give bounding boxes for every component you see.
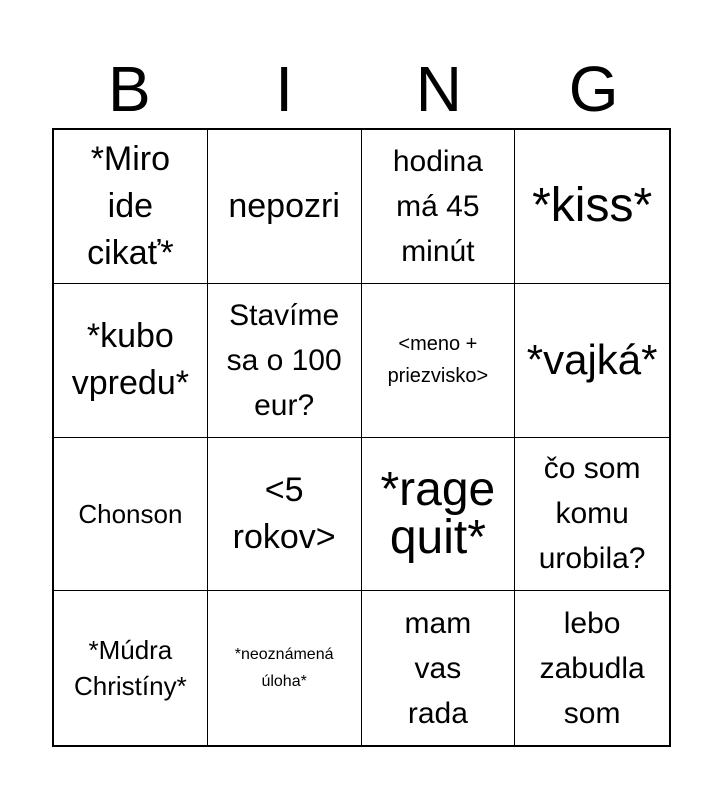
header-letter-i: I	[275, 53, 294, 125]
bingo-cell[interactable]	[208, 591, 362, 745]
bingo-cell[interactable]	[54, 591, 208, 745]
bingo-cell[interactable]	[515, 438, 669, 592]
bingo-cell[interactable]	[362, 130, 516, 284]
bingo-cell-text: *Miro ide cikať*	[87, 140, 174, 272]
bingo-cell[interactable]	[208, 130, 362, 284]
bingo-cell-text: <5 rokov>	[232, 470, 336, 556]
bingo-cell-text: *neoznámená úloha*	[234, 645, 334, 691]
bingo-cell-text: Chonson	[78, 498, 183, 529]
bingo-cell-text: <meno + priezvisko>	[387, 333, 489, 388]
bingo-cell-text: *kiss*	[532, 179, 653, 233]
bingo-header	[52, 52, 671, 126]
header-letter-b: B	[108, 53, 151, 125]
bingo-cell[interactable]	[208, 284, 362, 438]
bingo-cell-text: *Múdra Christíny*	[74, 634, 187, 702]
bingo-cell[interactable]	[515, 130, 669, 284]
bingo-cell[interactable]	[362, 438, 516, 592]
bingo-cell[interactable]	[208, 438, 362, 592]
bingo-cell-text: *kubo vpredu*	[71, 316, 189, 403]
header-letter-n: N	[415, 53, 462, 125]
header-letter-g: G	[568, 53, 619, 125]
bingo-cell-text: mam vas rada	[404, 606, 472, 730]
bingo-cell-text: nepozri	[228, 186, 340, 225]
bingo-board	[52, 128, 671, 747]
bingo-cell[interactable]	[515, 284, 669, 438]
bingo-cell-text: *vajká*	[526, 336, 658, 384]
bingo-cell-text: hodina má 45 minút	[392, 144, 483, 268]
bingo-cell[interactable]	[362, 284, 516, 438]
bingo-cell-text: Stavíme sa o 100 eur?	[226, 298, 342, 422]
bingo-cell[interactable]	[54, 438, 208, 592]
bingo-cell-text: čo som komu urobila?	[538, 452, 646, 576]
bingo-cell[interactable]	[54, 284, 208, 438]
bingo-cell[interactable]	[362, 591, 516, 745]
bingo-cell[interactable]	[54, 130, 208, 284]
bingo-cell-text: *rage quit*	[380, 462, 496, 564]
bingo-cell-text: lebo zabudla som	[539, 606, 645, 730]
bingo-cell[interactable]	[515, 591, 669, 745]
